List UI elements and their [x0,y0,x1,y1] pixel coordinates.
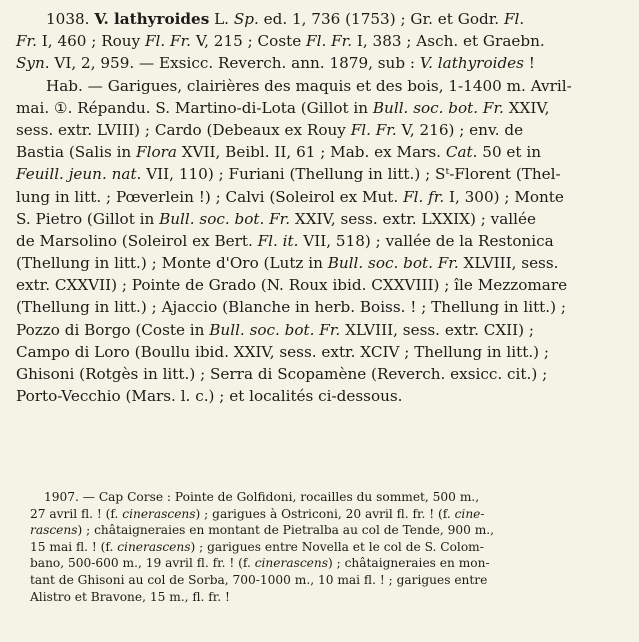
text-line: (Thellung in litt.) ; Ajaccio (Blanche in herb. Boiss. ! ; Thellung in litt.) ; [16,298,566,317]
entry-heading-line [16,8,628,30]
text-line [16,30,628,52]
text-run: I, 300) ; Monte [444,187,564,206]
text-run: VII, 110) ; Furiani (Thellung in litt.) ; Sᵗ-Florent (Thel- [141,165,561,184]
text-run: rascens [30,523,78,538]
text-run: ) ; châtaigneraies en mon- [327,556,490,571]
text-run: Syn. [16,54,50,73]
text-run: 50 et in [477,143,541,162]
text-run: Fl. Fr. [306,32,353,51]
text-run: 15 mai fl. ! (f. [30,539,118,554]
text-run: Bull. soc. bot. Fr. [209,320,341,339]
text-line: extr. CXXVII) ; Pointe de Grado (N. Roux ibid. CXXVIII) ; île Mezzomare [16,276,568,295]
text-line: Campo di Loro (Boullu ibid. XXIV, sess. extr. XCIV ; Thellung in litt.) ; [16,342,550,361]
text-run: Flora [136,143,177,162]
text-run: V, 215 ; Coste [191,32,307,51]
text-run: V, 216) ; env. de [396,120,524,139]
text-run: XXIV, sess. extr. LXXIX) ; vallée [290,209,536,228]
text-run: de Marsolino (Soleirol ex Bert. [16,231,258,250]
entry-number: 1038. [46,10,90,28]
text-line [16,186,628,208]
text-run: V. lathyroides [419,54,524,73]
text-run: ) ; garigues à Ostriconi, 20 avril fl. fr. ! (f. [195,506,455,521]
text-run: S. Pietro (Gillot in [16,209,160,228]
text-run: Bull. soc. bot. Fr. [159,209,291,228]
text-run: ) ; garigues entre Novella et le col de S. Colom- [190,539,484,554]
text-line [16,97,628,119]
supplement-line [30,506,620,523]
text-run: Fl. [503,10,525,28]
text-run: Pozzo di Borgo (Coste in [16,320,210,339]
text-run: Fl. Fr. [144,32,191,51]
supplement-1907 [30,489,620,605]
text-run: Fl. Fr. [350,120,397,139]
text-line [16,119,628,141]
text-run: ed. 1, 736 (1753) ; Gr. et Godr. [258,10,504,28]
text-run: VII, 518) ; vallée de la Restonica [298,231,554,250]
main-entry [16,8,628,407]
text-run: Fl. it. [257,231,299,250]
text-line [16,163,628,185]
text-run: XLVIII, sess. extr. CXII) ; [340,320,535,339]
text-run: ) ; châtaigneraies en montant de Pietralba au col de Tende, 900 m., [77,523,495,538]
text-run: Bastia (Salis in [16,143,137,162]
text-line [16,319,628,341]
supplement-line: 1907. — Cap Corse : Pointe de Golfidoni, rocailles du sommet, 500 m., [44,490,480,504]
text-run: XVII, Beibl. II, 61 ; Mab. ex Mars. [176,143,446,162]
text-line [16,252,628,274]
text-line [16,141,628,163]
text-run: cinerascens [254,556,328,571]
text-run: Fr. [16,32,37,51]
text-run: Fl. fr. [403,187,445,206]
text-run: ! [523,54,535,73]
text-run: Bull. soc. bot. Fr. [372,98,504,117]
supplement-line: Alistro et Bravone, 15 m., fl. fr. ! [30,589,230,604]
text-run: XLVIII, sess. [458,254,559,273]
text-line [16,208,628,230]
text-run: Feuill. jeun. nat. [16,165,142,184]
text-line [16,230,628,252]
text-run: VI, 2, 959. — Exsicc. Reverch. ann. 1879, sub : [49,54,420,73]
text-run: I, 460 ; Rouy [36,32,145,51]
text-run: 27 avril fl. ! (f. [30,506,123,521]
taxon-name: V. lathyroides [94,10,210,28]
text-run: I, 383 ; Asch. et Graebn. [352,32,545,51]
text-run: Cat. [445,143,478,162]
supplement-line [30,555,620,572]
supplement-line: tant de Ghisoni au col de Sorba, 700-1000 m., 10 mai fl. ! ; garigues entre [30,572,488,587]
text-run: lung in litt. ; Pœverlein !) ; Calvi (Soleirol ex Mut. [16,187,404,206]
text-line [16,52,628,74]
text-run: cinerascens [117,539,191,554]
text-run: cinerascens [122,506,196,521]
text-run: L. [209,10,234,28]
text-run: sess. extr. LVIII) ; Cardo (Debeaux ex Rouy [16,120,351,139]
supplement-line [30,522,620,539]
text-run: XXIV, [503,98,550,117]
text-run: cine- [454,506,485,521]
text-line: Ghisoni (Rotgès in litt.) ; Serra di Scopamène (Reverch. exsicc. cit.) ; [16,365,548,383]
text-line: Porto-Vecchio (Mars. l. c.) ; et localités ci-dessous. [16,387,403,406]
text-run: bano, 500-600 m., 19 avril fl. fr. ! (f. [30,556,255,571]
text-run: Sp. [233,10,259,28]
text-run: Bull. soc. bot. Fr. [327,254,459,273]
habitat-line: Hab. — Garigues, clairières des maquis et des bois, 1-1400 m. Avril- [46,76,572,95]
text-run: (Thellung in litt.) ; Monte d'Oro (Lutz in [16,254,328,273]
supplement-line [30,539,620,556]
text-run: mai. ①. Répandu. S. Martino-di-Lota (Gillot in [16,98,373,117]
